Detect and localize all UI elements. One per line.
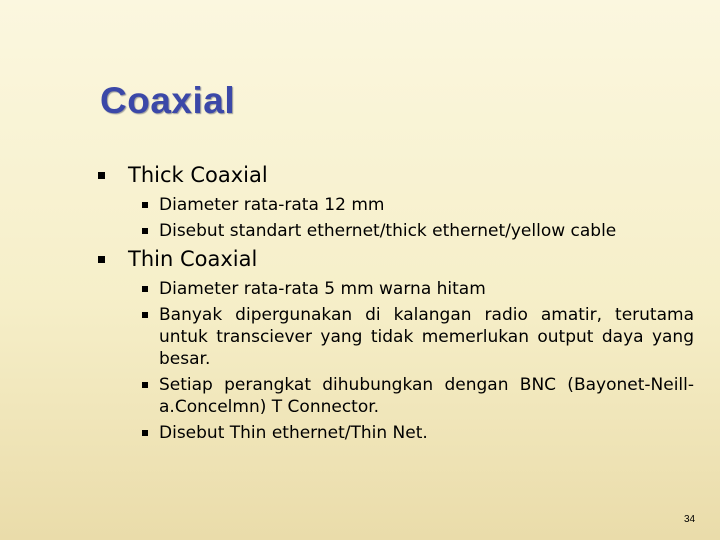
sub-bullet bbox=[142, 278, 694, 300]
page-number: 34 bbox=[684, 514, 696, 525]
sub-bullet-text: Setiap perangkat dihubungkan dengan BNC (Bayonet-Neill-a.Concelmn) T Connector. bbox=[159, 375, 694, 417]
bullet-thin-coaxial bbox=[98, 247, 698, 271]
square-bullet-icon bbox=[98, 256, 105, 263]
bullet-label: Thin Coaxial bbox=[128, 247, 258, 271]
slide-title: Coaxial bbox=[100, 80, 236, 121]
square-bullet-icon bbox=[142, 228, 148, 234]
square-bullet-icon bbox=[98, 172, 105, 179]
square-bullet-icon bbox=[142, 312, 148, 318]
sub-bullet bbox=[142, 194, 694, 216]
sub-bullet-text: Banyak dipergunakan di kalangan radio amatir, terutama untuk transciever yang tidak memerlukan output daya yang besar. bbox=[159, 305, 694, 369]
sub-bullet bbox=[142, 422, 694, 444]
sub-bullet-text: Diameter rata-rata 5 mm warna hitam bbox=[159, 279, 486, 299]
bullet-thick-coaxial bbox=[98, 163, 698, 187]
square-bullet-icon bbox=[142, 430, 148, 436]
sub-bullet bbox=[142, 374, 694, 418]
sub-bullet bbox=[142, 304, 694, 370]
square-bullet-icon bbox=[142, 286, 148, 292]
sub-bullet-text: Disebut Thin ethernet/Thin Net. bbox=[159, 423, 428, 443]
sub-bullet-text: Disebut standart ethernet/thick ethernet/yellow cable bbox=[159, 221, 617, 241]
square-bullet-icon bbox=[142, 382, 148, 388]
sub-bullet-text: Diameter rata-rata 12 mm bbox=[159, 195, 385, 215]
bullet-label: Thick Coaxial bbox=[128, 163, 268, 187]
square-bullet-icon bbox=[142, 202, 148, 208]
sub-bullet bbox=[142, 220, 694, 242]
